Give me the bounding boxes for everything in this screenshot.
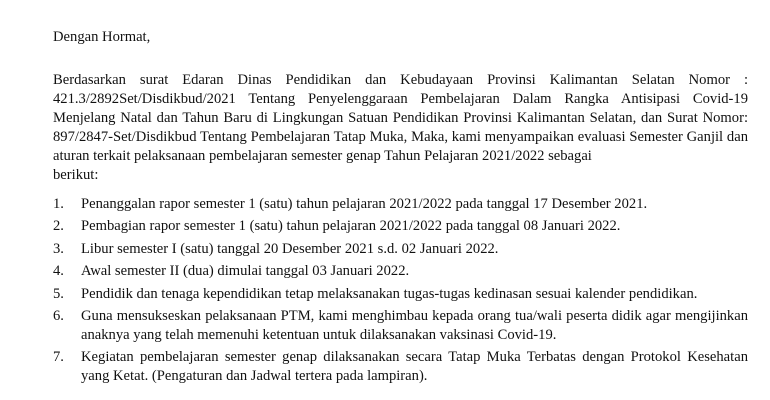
item-text: Awal semester II (dua) dimulai tanggal 03 Januari 2022. — [81, 263, 410, 280]
list-intro: berikut: — [53, 167, 99, 183]
item-number: 5. — [53, 285, 64, 302]
item-text: Pendidik dan tenaga kependidikan tetap melaksanakan tugas-tugas kedinasan sesuai kalender pendidikan. — [81, 285, 698, 302]
item-text: Penanggalan rapor semester 1 (satu) tahun pelajaran 2021/2022 pada tanggal 17 Desember 2021. — [81, 196, 648, 212]
list-item — [53, 307, 748, 345]
item-text: Kegiatan pembelajaran semester genap dilaksanakan secara Tatap Muka Terbatas dengan Protokol Kesehatan yang Ketat. (Pengaturan dan Jadwal tertera pada lampiran). — [81, 349, 748, 385]
item-text: Pembagian rapor semester 1 (satu) tahun pelajaran 2021/2022 pada tanggal 08 Januari 2022. — [81, 218, 621, 235]
item-number: 3. — [53, 240, 64, 257]
item-text: Guna mensukseskan pelaksanaan PTM, kami menghimbau kepada orang tua/wali peserta didik agar mengijinkan anaknya yang telah memenuhi ketentuan untuk dilaksanakan vaksinasi Covid-19. — [81, 307, 748, 343]
salutation: Dengan Hormat, — [53, 29, 151, 45]
list-item — [53, 262, 748, 281]
list-item — [53, 285, 748, 304]
item-number: 7. — [53, 349, 64, 366]
list-item — [53, 348, 748, 386]
list-item — [53, 195, 748, 214]
item-text: Libur semester I (satu) tanggal 20 Desember 2021 s.d. 02 Januari 2022. — [81, 240, 499, 257]
item-list — [53, 195, 748, 386]
item-number: 6. — [53, 307, 64, 324]
list-item — [53, 240, 748, 259]
item-number: 4. — [53, 263, 64, 280]
item-number: 1. — [53, 196, 64, 212]
list-item — [53, 217, 748, 236]
body-paragraph: Berdasarkan surat Edaran Dinas Pendidikan dan Kebudayaan Provinsi Kalimantan Selatan Nomor : 421.3/2892Set/Disdikbud/2021 Tentang Penyelenggaraan Pembelajaran Dalam Rangka Antisipasi Covid-19 Menjelang Natal dan Tahun Baru di Lingkungan Satuan Pendidikan Provinsi Kalimantan Selatan, dan Surat Nomor: 897/2847-Set/Disdikbud Tentang Pembelajaran Tatap Muka, Maka, kami menyampaikan evaluasi Semester Ganjil dan aturan terkait pelaksanaan pembelajaran semester genap Tahun Pelajaran 2021/2022 sebagai — [53, 72, 748, 164]
item-number: 2. — [53, 218, 64, 235]
